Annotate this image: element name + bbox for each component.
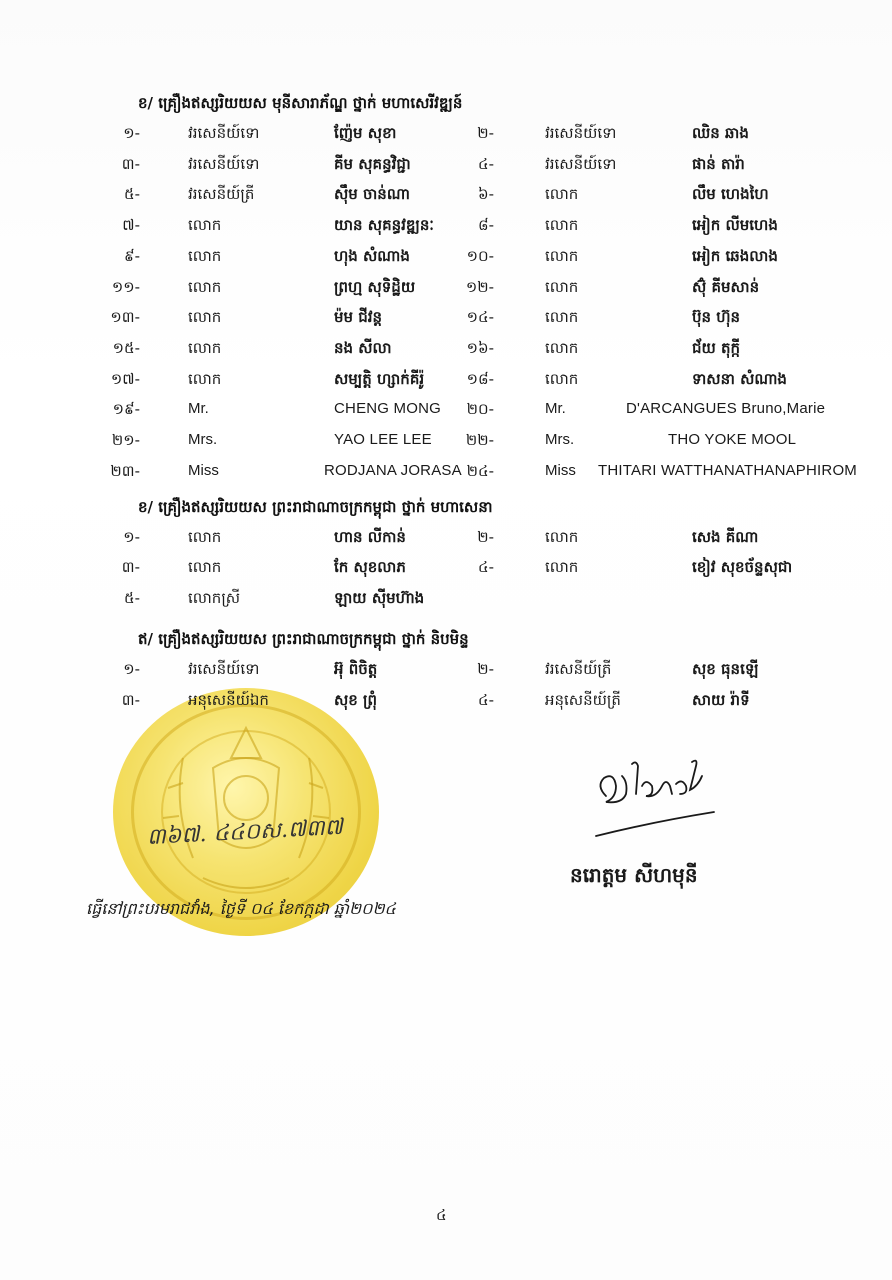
honorific-title: លោក [188,369,222,388]
honorific-title: លោក [545,277,579,296]
honorific-title: អនុសេនីយ៍ត្រី [545,690,621,709]
honorific-title: លោក [545,246,579,265]
list-item [0,370,892,396]
item-number: ២៣- [110,461,140,480]
item-number: ៤- [477,690,494,709]
section-heading: ខ/ គ្រឿងឥស្សរិយយស មុនីសារាភ័ណ្ឌ ថ្នាក់ មហាសេរីវឌ្ឍន៍ [138,94,463,112]
item-number: ២- [477,124,494,142]
list-item [0,339,892,365]
honorific-title: វរសេនីយ៍ទោ [545,124,617,142]
honorific-title: លោក [545,185,579,204]
item-number: ៩- [123,246,140,265]
honorific-title: Miss [545,461,576,479]
section-heading: ខ/ គ្រឿងឥស្សរិយយស ព្រះរាជាណាចក្រកម្ពុជា ថ្នាក់ មហាសេនា [138,498,493,516]
item-number: ១៣- [110,308,140,327]
recipient-name: នង សីលា [334,338,392,357]
honorific-title: វរសេនីយ៍ត្រី [188,185,255,204]
item-number: ៣- [121,690,140,709]
recipient-name: សាយ រ៉ាទី [692,690,750,709]
honorific-title: លោក [188,277,222,296]
recipient-name: ផាន់ តារ៉ា [692,154,745,173]
item-number: ១៤- [466,308,494,327]
item-number: ៧- [122,216,140,235]
item-number: ១២- [465,277,494,296]
honorific-title: លោក [188,308,222,327]
place-and-date: ធ្វើនៅព្រះបរមរាជវាំង, ថ្ងៃទី ០៤ ខែកក្កដា ឆ្នាំ២០២៤ [86,899,396,918]
recipient-name: YAO LEE LEE [334,431,432,448]
list-item [0,400,892,426]
recipient-name: លឹម ហេងហៃ [692,185,769,204]
item-number: ២០- [466,400,494,419]
recipient-name: ឡាយ ស៊ីមហ៊ាង [334,588,425,607]
recipient-name: ម៉ម ជីវន្ត [334,308,383,327]
item-number: ៥- [123,185,140,204]
item-number: ២១- [111,431,140,449]
honorific-title: វរសេនីយ៍ត្រី [545,660,612,678]
recipient-name: ប៊ុន ហ៊ុន [692,308,741,327]
honorific-title: លោក [545,216,579,235]
list-item [0,124,892,150]
recipient-name: សេង គីណា [692,528,759,546]
item-number: ១៥- [112,338,140,357]
item-number: ១០- [466,246,494,265]
honorific-title: វរសេនីយ៍ទោ [188,660,260,678]
honorific-title: លោក [188,246,222,265]
item-number: ៨- [477,216,494,235]
honorific-title: Mr. [188,400,209,418]
recipient-name: RODJANA JORASA [324,461,462,479]
item-number: ២- [477,528,494,546]
recipient-name: THO YOKE MOOL [668,431,797,448]
honorific-title: លោក [545,338,579,357]
recipient-name: ស៊ឹម ចាន់ណា [334,185,410,204]
recipient-name: D'ARCANGUES Bruno,Marie [626,400,826,418]
list-item [0,462,892,488]
honorific-title: លោក [545,308,579,327]
honorific-title: លោក [188,528,222,546]
item-number: ១៦- [466,338,494,357]
recipient-name: ញ៉ែម សុខា [334,124,397,142]
item-number: ១៩- [112,400,140,419]
item-number: ២- [477,660,494,678]
recipient-name: សម្បត្តិ ហ្សាក់គីរ៉ូ [334,369,425,388]
list-item [0,155,892,181]
item-number: ១១- [111,277,140,296]
recipient-name: យាន សុគន្ធវឌ្ឍនៈ [334,216,434,235]
honorific-title: លោក [188,216,222,235]
recipient-name: ស៊ុំ គីមសាន់ [692,277,760,296]
honorific-title: លោក [188,338,222,357]
item-number: ១៧- [110,369,140,388]
recipient-name: THITARI WATTHANATHANAPHIROM [598,461,858,479]
recipient-name: កែ សុខលាភ [334,558,406,577]
list-item [0,660,892,686]
list-item [0,308,892,334]
recipient-name: ទាសនា សំណាង [692,369,787,388]
honorific-title: អនុសេនីយ៍ឯក [188,690,269,709]
honorific-title: លោក [545,558,579,577]
honorific-title: Mr. [545,400,566,418]
honorific-title: លោក [188,558,222,577]
recipient-name: អៀក លីមហេង [692,216,778,235]
recipient-name: ព្រហ្ម សុទិដ្ឋិយ [334,277,416,296]
item-number: ៤- [477,558,494,577]
honorific-title: Miss [188,461,219,479]
item-number: ៦- [477,185,494,204]
honorific-title: លោក [545,528,579,546]
recipient-name: ជ័យ តុក្កី [692,338,741,357]
honorific-title: Mrs. [545,431,575,448]
recipient-name: សុខ ធុនឡើ [692,660,759,678]
item-number: ១- [123,528,140,546]
item-number: ១៨- [466,369,494,388]
list-item [0,278,892,304]
page-number: ៤ [436,1206,447,1224]
honorific-title: លោក [545,369,579,388]
list-item [0,691,892,717]
recipient-name: សុខ ព្រុំ [334,690,378,709]
list-item [0,185,892,211]
signatory-name: នរោត្តម សីហមុនី [570,863,698,887]
seal-registration-number: ៣៦៧. ៤៤០ស.៧៣៧ [146,814,344,851]
handwritten-signature [592,756,722,846]
recipient-name: ខៀវ សុខច័ន្ទសុជា [692,558,793,577]
recipient-name: គីម សុគន្ធវិជ្ជា [334,154,411,173]
recipient-name: ឈិន ឆាង [692,124,749,142]
section-heading: ឥ/ គ្រឿងឥស្សរិយយស ព្រះរាជាណាចក្រកម្ពុជា ថ្នាក់ និបមិន្ទ [138,630,469,648]
list-item [0,247,892,273]
item-number: ២៤- [466,461,494,480]
honorific-title: វរសេនីយ៍ទោ [188,154,260,173]
item-number: ១- [123,124,140,142]
item-number: ១- [123,660,140,678]
recipient-name: CHENG MONG [334,400,441,418]
list-item [0,528,892,554]
honorific-title: វរសេនីយ៍ទោ [188,124,260,142]
item-number: ៣- [121,154,140,173]
recipient-name: ហាន លីកាន់ [334,528,406,546]
honorific-title: លោកស្រី [188,588,241,607]
list-item [0,216,892,242]
recipient-name: អ៊ុ ពិចិត្ត [334,660,378,678]
item-number: ៣- [121,558,140,577]
list-item [0,431,892,457]
list-item [0,558,892,584]
recipient-name: ហុង សំណាង [334,246,410,265]
item-number: ៥- [123,588,140,607]
honorific-title: Mrs. [188,431,218,448]
list-item [0,589,892,615]
item-number: ៤- [477,154,494,173]
recipient-name: អៀក ឆេងលាង [692,246,778,265]
item-number: ២២- [465,431,494,449]
honorific-title: វរសេនីយ៍ទោ [545,154,617,173]
